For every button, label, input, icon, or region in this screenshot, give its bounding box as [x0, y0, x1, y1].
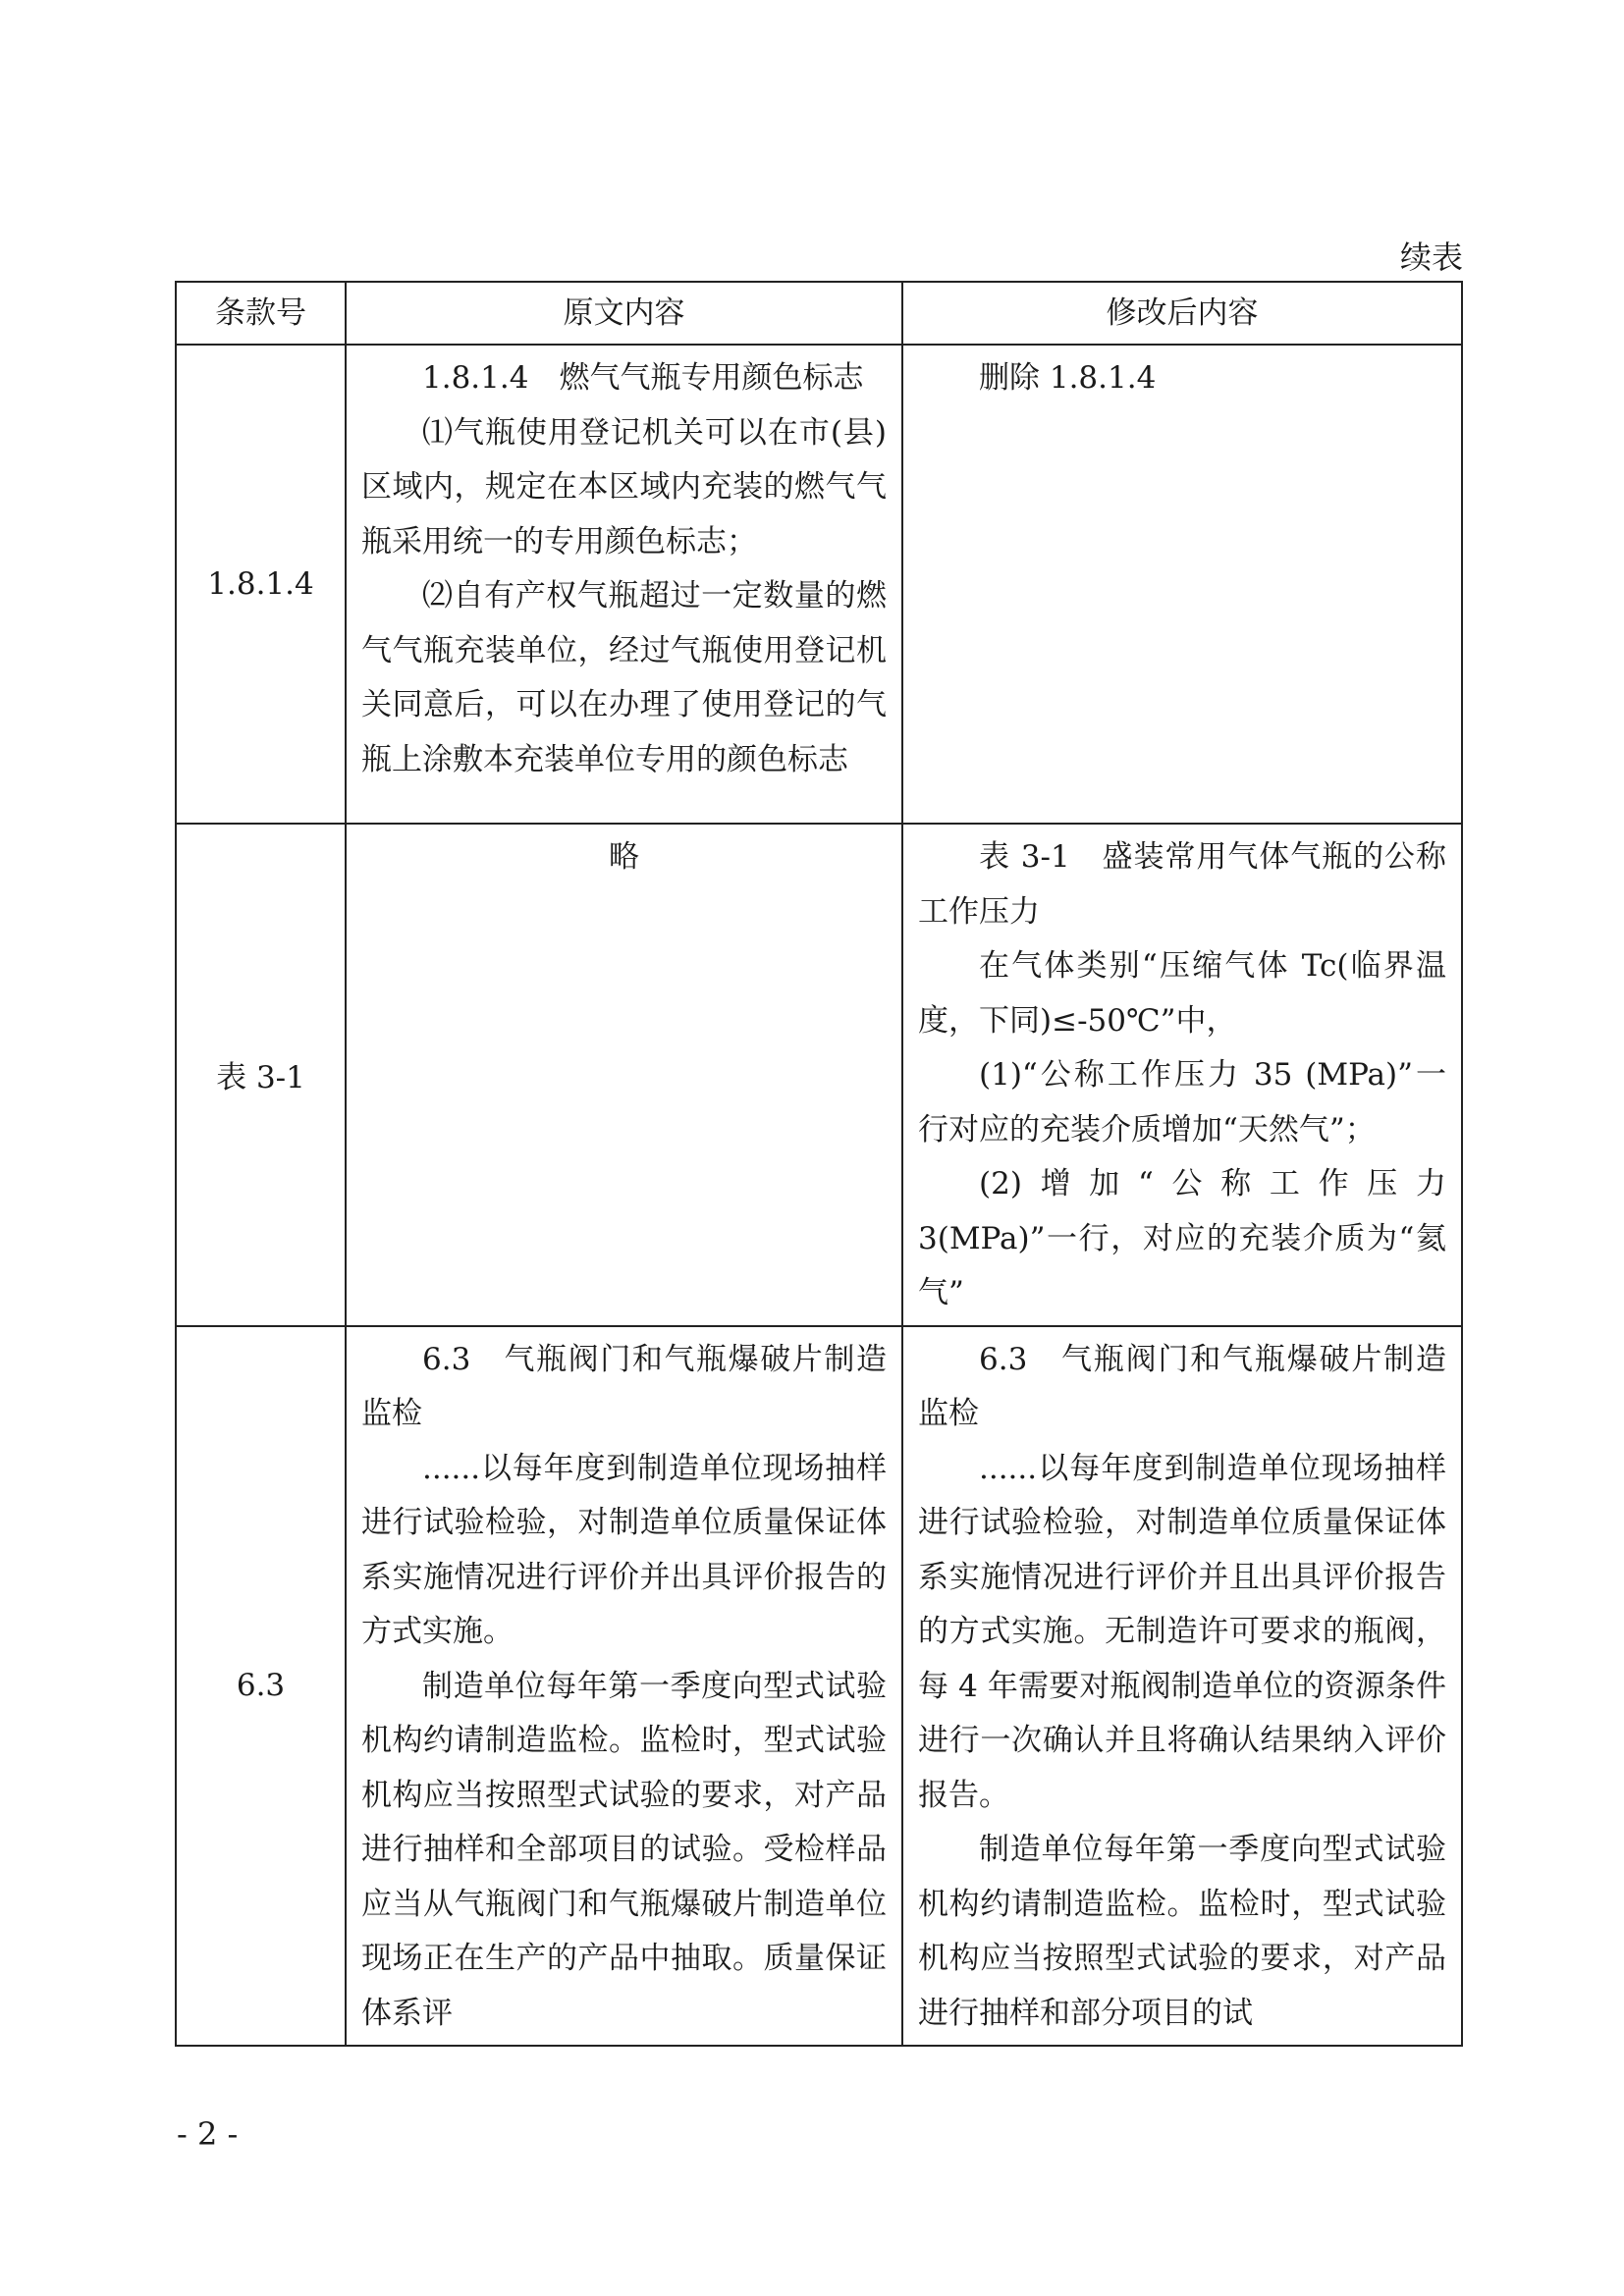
- revised-cell: [902, 1326, 1462, 2047]
- paragraph: ......以每年度到制造单位现场抽样进行试验检验，对制造单位质量保证体系实施情况进行评价并出具评价报告的方式实施。: [361, 1450, 887, 1649]
- paragraph: 制造单位每年第一季度向型式试验机构约请制造监检。监检时，型式试验机构应当按照型式试验的要求，对产品进行抽样和全部项目的试验。受检样品应当从气瓶阀门和气瓶爆破片制造单位现场正在生产的产品中抽取。质量保证体系评: [361, 1668, 887, 2031]
- page-number: - 2 -: [177, 2115, 239, 2153]
- original-cell: [346, 1326, 902, 2047]
- clause-cell: 6.3: [176, 1326, 346, 2047]
- table-header-row: [176, 282, 1462, 345]
- paragraph: 制造单位每年第一季度向型式试验机构约请制造监检。监检时，型式试验机构应当按照型式试验的要求，对产品进行抽样和部分项目的试: [918, 1832, 1446, 2031]
- paragraph: ⑴气瓶使用登记机关可以在市(县)区域内，规定在本区域内充装的燃气气瓶采用统一的专用颜色标志；: [361, 414, 887, 560]
- paragraph: 在气体类别“压缩气体 Tc(临界温度，下同)≤-50℃”中，: [918, 948, 1446, 1039]
- paragraph: 6.3 气瓶阀门和气瓶爆破片制造监检: [361, 1341, 887, 1431]
- revision-table: [175, 281, 1463, 2047]
- table-row: [176, 1326, 1462, 2047]
- paragraph: (2)增加“公称工作压力 3(MPa)”一行，对应的充装介质为“氦气”: [918, 1166, 1446, 1310]
- continued-label: 续表: [1399, 239, 1463, 276]
- original-cell: [346, 824, 902, 1326]
- revised-cell: [902, 824, 1462, 1326]
- clause-cell: 表 3-1: [176, 824, 346, 1326]
- revised-cell: [902, 345, 1462, 824]
- header-clause: 条款号: [176, 282, 346, 345]
- paragraph: ......以每年度到制造单位现场抽样进行试验检验，对制造单位质量保证体系实施情况进行评价并且出具评价报告的方式实施。无制造许可要求的瓶阀，每 4 年需要对瓶阀制造单位的资源条件进行一次确认并且将确认结果纳入评价报告。: [918, 1450, 1446, 1813]
- paragraph: 6.3 气瓶阀门和气瓶爆破片制造监检: [918, 1341, 1446, 1431]
- paragraph: ⑵自有产权气瓶超过一定数量的燃气气瓶充装单位，经过气瓶使用登记机关同意后，可以在办理了使用登记的气瓶上涂敷本充装单位专用的颜色标志: [361, 578, 887, 777]
- paragraph: 1.8.1.4 燃气气瓶专用颜色标志: [422, 360, 864, 396]
- table-row: [176, 824, 1462, 1326]
- header-original: 原文内容: [346, 282, 902, 345]
- paragraph: 表 3-1 盛装常用气体气瓶的公称工作压力: [918, 839, 1446, 930]
- header-revised: 修改后内容: [902, 282, 1462, 345]
- paragraph: 略: [609, 839, 639, 875]
- table-row: [176, 345, 1462, 824]
- clause-cell: 1.8.1.4: [176, 345, 346, 824]
- original-cell: [346, 345, 902, 824]
- paragraph: 删除 1.8.1.4: [979, 360, 1157, 396]
- paragraph: (1)“公称工作压力 35 (MPa)”一行对应的充装介质增加“天然气”；: [918, 1057, 1446, 1148]
